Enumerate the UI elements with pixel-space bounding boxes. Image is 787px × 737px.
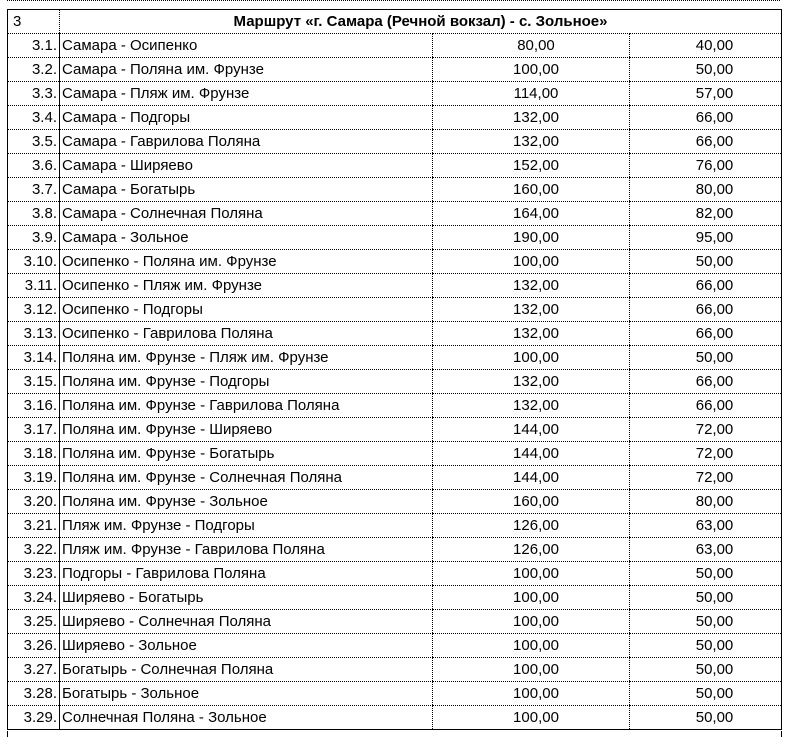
full-fare: 100,00 <box>433 586 630 610</box>
section-header-row <box>8 10 782 34</box>
half-fare: 50,00 <box>630 658 782 682</box>
full-fare: 144,00 <box>433 442 630 466</box>
table-row <box>8 490 782 514</box>
table-row <box>8 682 782 706</box>
route-name: Самара - Подгоры <box>60 106 433 130</box>
half-fare: 57,00 <box>630 82 782 106</box>
table-row <box>8 34 782 58</box>
full-fare: 114,00 <box>433 82 630 106</box>
route-name: Осипенко - Гаврилова Поляна <box>60 322 433 346</box>
fare-table <box>7 9 782 730</box>
row-number: 3.18. <box>8 442 60 466</box>
half-fare: 50,00 <box>630 586 782 610</box>
row-number: 3.9. <box>8 226 60 250</box>
route-name: Самара - Осипенко <box>60 34 433 58</box>
route-name: Осипенко - Поляна им. Фрунзе <box>60 250 433 274</box>
half-fare: 50,00 <box>630 610 782 634</box>
row-number: 3.14. <box>8 346 60 370</box>
full-fare: 100,00 <box>433 658 630 682</box>
row-number: 3.15. <box>8 370 60 394</box>
row-number: 3.22. <box>8 538 60 562</box>
table-row <box>8 82 782 106</box>
row-number: 3.17. <box>8 418 60 442</box>
row-number: 3.5. <box>8 130 60 154</box>
route-name: Ширяево - Богатырь <box>60 586 433 610</box>
full-fare: 132,00 <box>433 106 630 130</box>
half-fare: 66,00 <box>630 130 782 154</box>
half-fare: 82,00 <box>630 202 782 226</box>
table-row <box>8 250 782 274</box>
full-fare: 100,00 <box>433 706 630 730</box>
row-number: 3.6. <box>8 154 60 178</box>
table-row <box>8 298 782 322</box>
row-number: 3.20. <box>8 490 60 514</box>
route-name: Ширяево - Зольное <box>60 634 433 658</box>
full-fare: 132,00 <box>433 394 630 418</box>
half-fare: 50,00 <box>630 562 782 586</box>
table-row <box>8 562 782 586</box>
full-fare: 100,00 <box>433 250 630 274</box>
full-fare: 160,00 <box>433 178 630 202</box>
table-row <box>8 706 782 730</box>
table-row <box>8 346 782 370</box>
table-row <box>8 466 782 490</box>
row-number: 3.21. <box>8 514 60 538</box>
table-row <box>8 394 782 418</box>
full-fare: 132,00 <box>433 274 630 298</box>
table-row <box>8 370 782 394</box>
row-number: 3.19. <box>8 466 60 490</box>
half-fare: 66,00 <box>630 394 782 418</box>
half-fare: 66,00 <box>630 322 782 346</box>
table-row <box>8 658 782 682</box>
half-fare: 50,00 <box>630 58 782 82</box>
route-name: Поляна им. Фрунзе - Богатырь <box>60 442 433 466</box>
table-row <box>8 274 782 298</box>
full-fare: 152,00 <box>433 154 630 178</box>
half-fare: 72,00 <box>630 466 782 490</box>
row-number: 3.4. <box>8 106 60 130</box>
full-fare: 126,00 <box>433 538 630 562</box>
route-name: Самара - Зольное <box>60 226 433 250</box>
row-number: 3.11. <box>8 274 60 298</box>
route-name: Самара - Богатырь <box>60 178 433 202</box>
half-fare: 50,00 <box>630 634 782 658</box>
route-name: Поляна им. Фрунзе - Солнечная Поляна <box>60 466 433 490</box>
half-fare: 40,00 <box>630 34 782 58</box>
half-fare: 50,00 <box>630 706 782 730</box>
row-number: 3.16. <box>8 394 60 418</box>
route-name: Поляна им. Фрунзе - Пляж им. Фрунзе <box>60 346 433 370</box>
half-fare: 50,00 <box>630 250 782 274</box>
route-name: Самара - Ширяево <box>60 154 433 178</box>
half-fare: 76,00 <box>630 154 782 178</box>
half-fare: 50,00 <box>630 346 782 370</box>
route-name: Пляж им. Фрунзе - Гаврилова Поляна <box>60 538 433 562</box>
table-row <box>8 514 782 538</box>
row-number: 3.27. <box>8 658 60 682</box>
top-border <box>7 0 780 3</box>
half-fare: 63,00 <box>630 538 782 562</box>
route-name: Солнечная Поляна - Зольное <box>60 706 433 730</box>
route-name: Осипенко - Подгоры <box>60 298 433 322</box>
table-row <box>8 154 782 178</box>
table-row <box>8 634 782 658</box>
row-number: 3.2. <box>8 58 60 82</box>
half-fare: 66,00 <box>630 370 782 394</box>
row-number: 3.26. <box>8 634 60 658</box>
half-fare: 66,00 <box>630 298 782 322</box>
route-name: Самара - Гаврилова Поляна <box>60 130 433 154</box>
full-fare: 80,00 <box>433 34 630 58</box>
full-fare: 164,00 <box>433 202 630 226</box>
half-fare: 50,00 <box>630 682 782 706</box>
half-fare: 66,00 <box>630 106 782 130</box>
route-name: Поляна им. Фрунзе - Зольное <box>60 490 433 514</box>
half-fare: 80,00 <box>630 178 782 202</box>
route-name: Самара - Солнечная Поляна <box>60 202 433 226</box>
half-fare: 95,00 <box>630 226 782 250</box>
route-name: Пляж им. Фрунзе - Подгоры <box>60 514 433 538</box>
full-fare: 126,00 <box>433 514 630 538</box>
table-row <box>8 538 782 562</box>
row-number: 3.1. <box>8 34 60 58</box>
section-title: Маршрут «г. Самара (Речной вокзал) - с. Зольное» <box>60 10 782 34</box>
section-number: 3 <box>8 10 60 34</box>
full-fare: 144,00 <box>433 466 630 490</box>
row-number: 3.13. <box>8 322 60 346</box>
full-fare: 100,00 <box>433 58 630 82</box>
route-name: Поляна им. Фрунзе - Подгоры <box>60 370 433 394</box>
half-fare: 72,00 <box>630 442 782 466</box>
row-number: 3.12. <box>8 298 60 322</box>
table-row <box>8 178 782 202</box>
table-row <box>8 58 782 82</box>
row-number: 3.23. <box>8 562 60 586</box>
row-number: 3.7. <box>8 178 60 202</box>
full-fare: 100,00 <box>433 682 630 706</box>
half-fare: 72,00 <box>630 418 782 442</box>
row-number: 3.25. <box>8 610 60 634</box>
half-fare: 80,00 <box>630 490 782 514</box>
route-name: Осипенко - Пляж им. Фрунзе <box>60 274 433 298</box>
table-row <box>8 130 782 154</box>
route-name: Поляна им. Фрунзе - Гаврилова Поляна <box>60 394 433 418</box>
table-row <box>8 418 782 442</box>
table-row <box>8 202 782 226</box>
route-name: Ширяево - Солнечная Поляна <box>60 610 433 634</box>
table-continuation <box>7 731 782 737</box>
row-number: 3.29. <box>8 706 60 730</box>
row-number: 3.8. <box>8 202 60 226</box>
route-name: Поляна им. Фрунзе - Ширяево <box>60 418 433 442</box>
row-number: 3.10. <box>8 250 60 274</box>
full-fare: 100,00 <box>433 634 630 658</box>
route-name: Богатырь - Солнечная Поляна <box>60 658 433 682</box>
full-fare: 132,00 <box>433 130 630 154</box>
table-row <box>8 322 782 346</box>
full-fare: 132,00 <box>433 322 630 346</box>
row-number: 3.24. <box>8 586 60 610</box>
full-fare: 100,00 <box>433 610 630 634</box>
route-name: Самара - Пляж им. Фрунзе <box>60 82 433 106</box>
row-number: 3.28. <box>8 682 60 706</box>
full-fare: 144,00 <box>433 418 630 442</box>
full-fare: 132,00 <box>433 298 630 322</box>
half-fare: 63,00 <box>630 514 782 538</box>
full-fare: 100,00 <box>433 562 630 586</box>
table-row <box>8 226 782 250</box>
table-row <box>8 442 782 466</box>
route-name: Богатырь - Зольное <box>60 682 433 706</box>
half-fare: 66,00 <box>630 274 782 298</box>
full-fare: 100,00 <box>433 346 630 370</box>
full-fare: 190,00 <box>433 226 630 250</box>
table-row <box>8 106 782 130</box>
full-fare: 160,00 <box>433 490 630 514</box>
row-number: 3.3. <box>8 82 60 106</box>
fare-table-body <box>8 10 782 730</box>
route-name: Подгоры - Гаврилова Поляна <box>60 562 433 586</box>
route-name: Самара - Поляна им. Фрунзе <box>60 58 433 82</box>
full-fare: 132,00 <box>433 370 630 394</box>
table-row <box>8 610 782 634</box>
table-row <box>8 586 782 610</box>
